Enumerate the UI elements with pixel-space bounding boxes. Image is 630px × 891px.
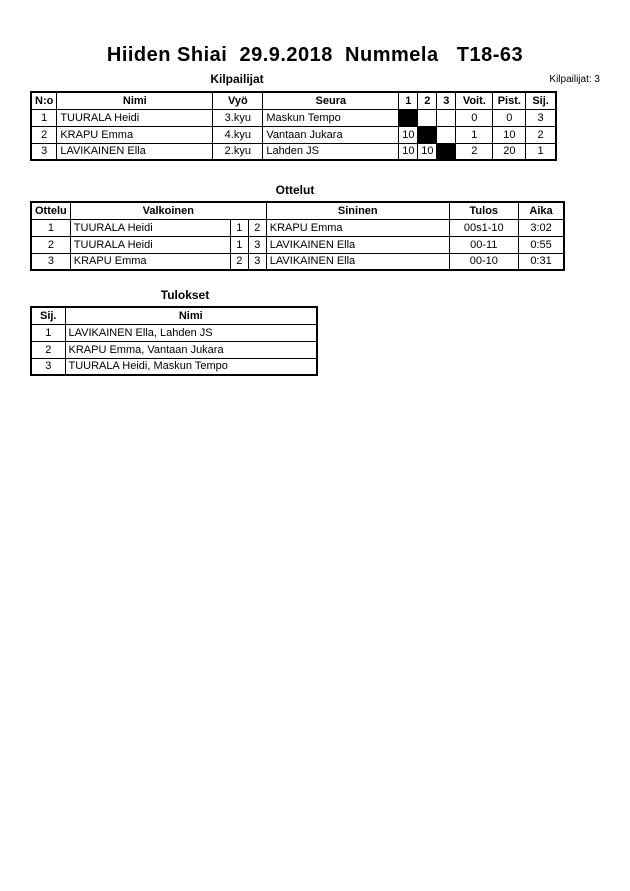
col-header-wins: Voit. (456, 92, 493, 109)
section-title-ottelut: Ottelut (275, 183, 315, 197)
cell-blue-name: LAVIKAINEN Ella (266, 236, 449, 253)
col-header-name: Nimi (65, 307, 317, 324)
col-header-belt: Vyö (213, 92, 263, 109)
cell-white-no: 2 (230, 253, 248, 270)
col-header-no: N:o (31, 92, 57, 109)
cell-pool-2 (418, 126, 437, 143)
cell-result: 00-11 (449, 236, 518, 253)
cell-pool-3 (437, 143, 456, 160)
table-row (31, 219, 564, 236)
col-header-place: Sij. (31, 307, 65, 324)
cell-points: 0 (493, 109, 526, 126)
col-header-time: Aika (518, 202, 564, 219)
cell-name: KRAPU Emma (57, 126, 213, 143)
cell-club: Vantaan Jukara (263, 126, 399, 143)
cell-wins: 1 (456, 126, 493, 143)
cell-white-name: TUURALA Heidi (70, 219, 230, 236)
table-row (31, 143, 556, 160)
cell-result: 00s1-10 (449, 219, 518, 236)
competitors-header-row (31, 92, 556, 109)
cell-white-no: 1 (230, 219, 248, 236)
cell-place: 3 (526, 109, 556, 126)
cell-name: TUURALA Heidi, Maskun Tempo (65, 358, 317, 375)
cell-pool-3 (437, 126, 456, 143)
results-table (30, 306, 318, 376)
col-header-blue: Sininen (266, 202, 449, 219)
cell-place: 1 (31, 324, 65, 341)
cell-blue-name: KRAPU Emma (266, 219, 449, 236)
cell-white-name: KRAPU Emma (70, 253, 230, 270)
cell-place: 2 (31, 341, 65, 358)
cell-place: 1 (526, 143, 556, 160)
table-row (31, 236, 564, 253)
table-row (31, 253, 564, 270)
col-header-r3: 3 (437, 92, 456, 109)
cell-result: 00-10 (449, 253, 518, 270)
cell-white-no: 1 (230, 236, 248, 253)
cell-match-no: 3 (31, 253, 70, 270)
competitors-table (30, 91, 557, 161)
col-header-club: Seura (263, 92, 399, 109)
page-title: Hiiden Shiai 29.9.2018 Nummela T18-63 (106, 44, 524, 66)
cell-belt: 4.kyu (213, 126, 263, 143)
cell-belt: 2.kyu (213, 143, 263, 160)
cell-pool-1 (399, 109, 418, 126)
cell-pool-1: 10 (399, 126, 418, 143)
table-row (31, 341, 317, 358)
col-header-result: Tulos (449, 202, 518, 219)
matches-header-row (31, 202, 564, 219)
cell-blue-no: 3 (248, 236, 266, 253)
cell-white-name: TUURALA Heidi (70, 236, 230, 253)
results-header-row (31, 307, 317, 324)
section-title-tulokset: Tulokset (160, 288, 210, 302)
matches-table (30, 201, 565, 271)
cell-belt: 3.kyu (213, 109, 263, 126)
col-header-points: Pist. (493, 92, 526, 109)
cell-time: 0:55 (518, 236, 564, 253)
cell-pool-3 (437, 109, 456, 126)
col-header-r1: 1 (399, 92, 418, 109)
cell-name: LAVIKAINEN Ella, Lahden JS (65, 324, 317, 341)
cell-points: 10 (493, 126, 526, 143)
cell-no: 3 (31, 143, 57, 160)
cell-name: LAVIKAINEN Ella (57, 143, 213, 160)
cell-wins: 0 (456, 109, 493, 126)
cell-pool-1: 10 (399, 143, 418, 160)
cell-blue-no: 2 (248, 219, 266, 236)
table-row (31, 126, 556, 143)
cell-name: KRAPU Emma, Vantaan Jukara (65, 341, 317, 358)
cell-place: 2 (526, 126, 556, 143)
section-title-kilpailijat: Kilpailijat (210, 72, 264, 86)
col-header-place: Sij. (526, 92, 556, 109)
col-header-name: Nimi (57, 92, 213, 109)
cell-club: Lahden JS (263, 143, 399, 160)
cell-pool-2: 10 (418, 143, 437, 160)
cell-wins: 2 (456, 143, 493, 160)
cell-place: 3 (31, 358, 65, 375)
cell-name: TUURALA Heidi (57, 109, 213, 126)
cell-time: 0:31 (518, 253, 564, 270)
subtitle-row (0, 72, 630, 87)
cell-blue-no: 3 (248, 253, 266, 270)
col-header-match: Ottelu (31, 202, 70, 219)
cell-time: 3:02 (518, 219, 564, 236)
cell-club: Maskun Tempo (263, 109, 399, 126)
table-row (31, 358, 317, 375)
cell-points: 20 (493, 143, 526, 160)
col-header-white: Valkoinen (70, 202, 266, 219)
table-row (31, 109, 556, 126)
cell-pool-2 (418, 109, 437, 126)
cell-blue-name: LAVIKAINEN Ella (266, 253, 449, 270)
cell-match-no: 2 (31, 236, 70, 253)
cell-match-no: 1 (31, 219, 70, 236)
col-header-r2: 2 (418, 92, 437, 109)
cell-no: 1 (31, 109, 57, 126)
cell-no: 2 (31, 126, 57, 143)
competitor-count: Kilpailijat: 3 (549, 74, 600, 85)
table-row (31, 324, 317, 341)
